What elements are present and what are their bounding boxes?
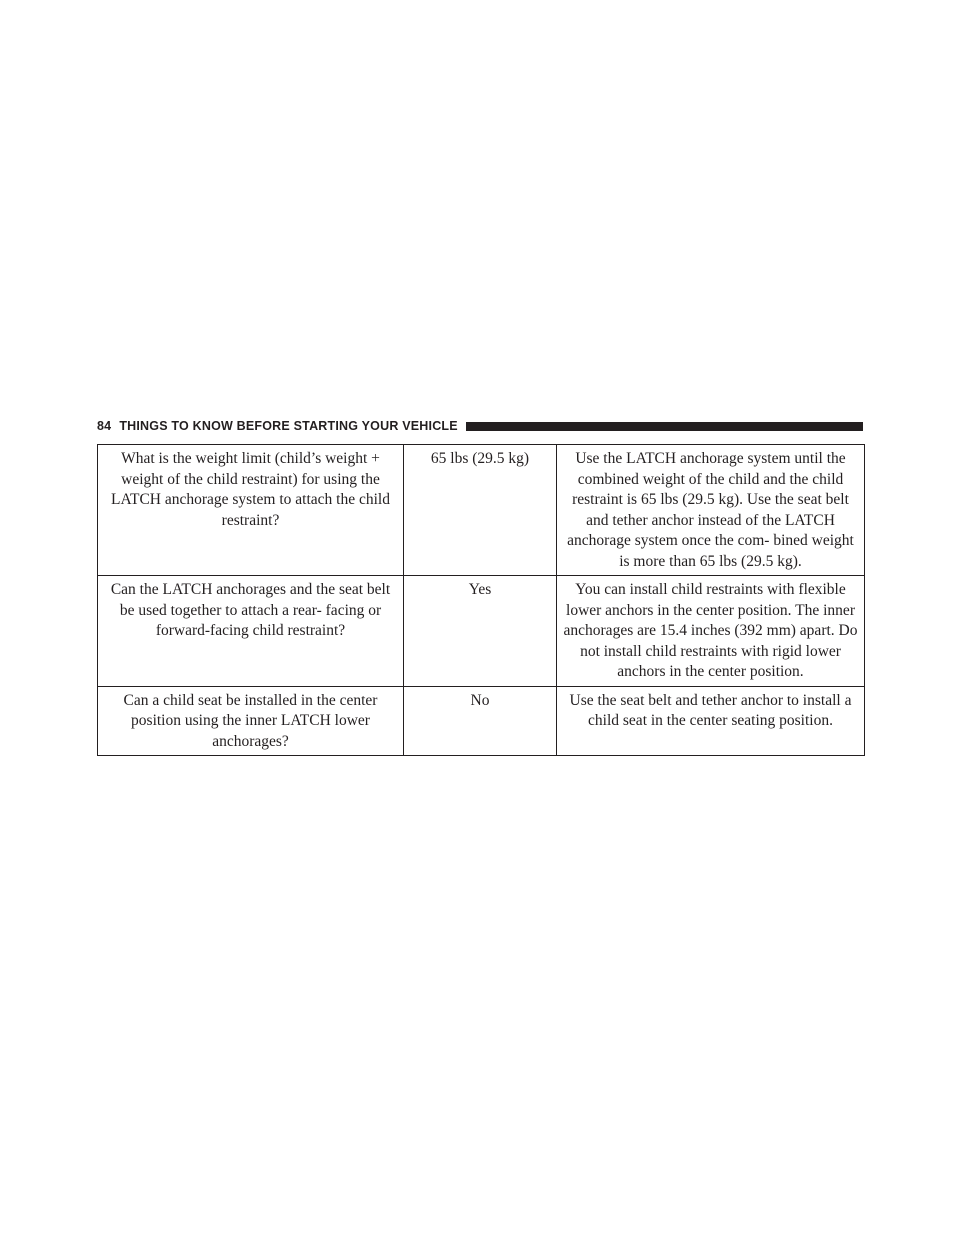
details-cell: Use the seat belt and tether anchor to install a child seat in the center seating position.	[557, 686, 865, 756]
details-cell: Use the LATCH anchorage system until the combined weight of the child and the child restraint is 65 lbs (29.5 kg). Use the seat belt and tether anchor instead of the LATCH anchorage system once the com- bined weight is more than 65 lbs (29.5 kg).	[557, 445, 865, 576]
question-cell: Can a child seat be installed in the center position using the inner LATCH lower anchorages?	[98, 686, 404, 756]
details-cell: You can install child restraints with flexible lower anchors in the center position. The inner anchorages are 15.4 inches (392 mm) apart. Do not install child restraints with rigid lower anchors in the center position.	[557, 576, 865, 687]
question-cell: Can the LATCH anchorages and the seat belt be used together to attach a rear- facing or forward-facing child restraint?	[98, 576, 404, 687]
header-rule	[466, 422, 863, 431]
table-row	[98, 445, 865, 576]
table-row	[98, 686, 865, 756]
section-title: THINGS TO KNOW BEFORE STARTING YOUR VEHICLE	[119, 419, 458, 433]
page-number: 84	[97, 419, 112, 433]
answer-cell: Yes	[404, 576, 557, 687]
table-row	[98, 576, 865, 687]
answer-cell: No	[404, 686, 557, 756]
latch-faq-table	[97, 444, 865, 756]
answer-cell: 65 lbs (29.5 kg)	[404, 445, 557, 576]
page-header	[97, 418, 863, 434]
question-cell: What is the weight limit (child’s weight + weight of the child restraint) for using the LATCH anchorage system to attach the child restraint?	[98, 445, 404, 576]
